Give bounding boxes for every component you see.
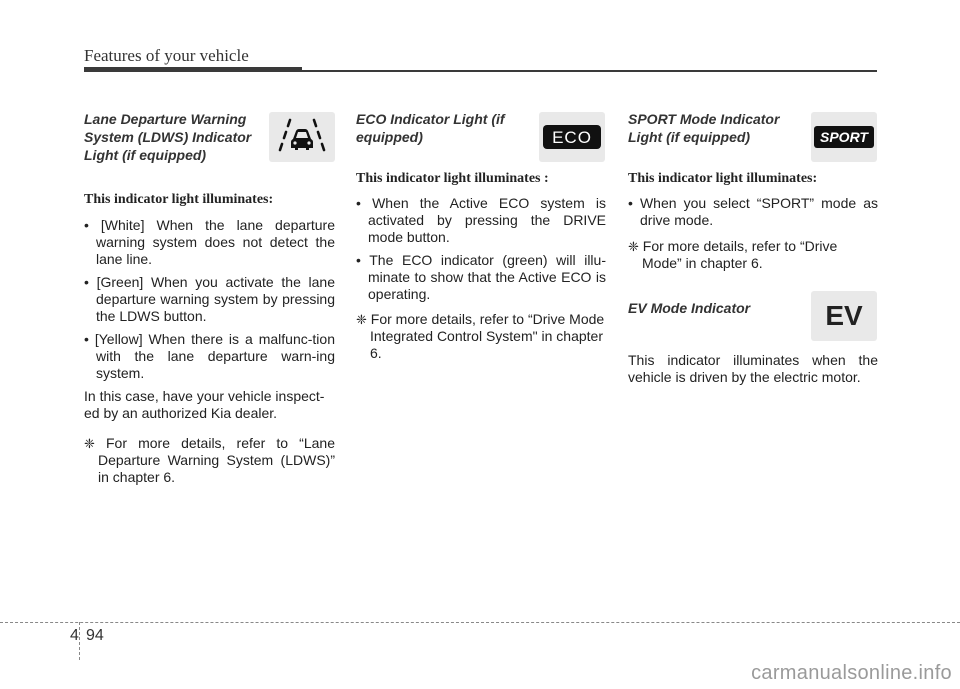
eco-bullet-list — [356, 195, 606, 303]
page-header-title: Features of your vehicle — [84, 46, 249, 65]
sport-note — [628, 238, 878, 272]
eco-bullet-green: • The ECO indicator (green) will illu-minate to show that the Active ECO is operating. — [356, 252, 606, 303]
eco-title: ECO Indicator Light (if equipped) — [356, 111, 505, 145]
note-mark-icon: ❈ — [628, 239, 639, 254]
eco-indicator-icon — [539, 112, 605, 162]
eco-lead: This indicator light illuminates : — [356, 171, 549, 186]
ldws-note-text: For more details, refer to “Lane Departure Warning System (LDWS)” in chapter 6. — [98, 435, 335, 485]
note-mark-icon: ❈ — [356, 312, 367, 327]
eco-badge-text: ECO — [552, 128, 592, 147]
ldws-bullet-green: • [Green] When you activate the lane departure warning system by pressing the LDWS button. — [84, 274, 335, 325]
ldws-title: Lane Departure Warning System (LDWS) Indicator Light (if equipped) — [84, 111, 252, 163]
page-number: 94 — [86, 627, 104, 644]
ldws-lead: This indicator light illuminates: — [84, 192, 274, 207]
ldws-bullet-list — [84, 217, 335, 382]
header-rule-thin — [302, 70, 877, 72]
ev-text: This indicator illuminates when the vehicle is driven by the electric motor. — [628, 352, 878, 385]
note-mark-icon: ❈ — [84, 436, 95, 451]
header-rule — [84, 67, 302, 72]
sport-indicator-icon — [811, 112, 877, 162]
ev-mode-icon — [811, 291, 877, 341]
eco-note-text: For more details, refer to “Drive Mode Integrated Control System" in chapter 6. — [370, 311, 605, 361]
ldws-note — [84, 435, 335, 486]
sport-lead: This indicator light illuminates: — [628, 171, 818, 186]
sport-badge-text: SPORT — [820, 129, 868, 145]
sport-bullet-list — [628, 195, 878, 229]
ev-title: EV Mode Indicator — [628, 300, 751, 316]
chapter-number: 4 — [70, 627, 79, 644]
footer-rule — [0, 622, 960, 623]
ldws-section — [84, 110, 335, 486]
sport-bullet-select: • When you select “SPORT” mode as drive mode. — [628, 195, 878, 229]
site-watermark: carmanualsonline.info — [751, 662, 952, 684]
lane-departure-car-icon — [269, 112, 335, 162]
eco-bullet-active: • When the Active ECO system is activated by pressing the DRIVE mode button. — [356, 195, 606, 246]
sport-note-text: For more details, refer to “Drive Mode” in chapter 6. — [642, 238, 838, 271]
ldws-bullet-yellow: • [Yellow] When there is a malfunc-tion with the lane departure warn-ing system. — [84, 331, 335, 382]
footer-divider — [79, 622, 80, 660]
ldws-bullet-white: • [White] When the lane departure warning system does not detect the lane line. — [84, 217, 335, 268]
ev-badge-text: EV — [825, 300, 863, 331]
eco-note — [356, 311, 606, 362]
sport-title: SPORT Mode Indicator Light (if equipped) — [628, 111, 780, 145]
ldws-inspect-text: In this case, have your vehicle inspect-ed by an authorized Kia dealer. — [84, 388, 325, 421]
